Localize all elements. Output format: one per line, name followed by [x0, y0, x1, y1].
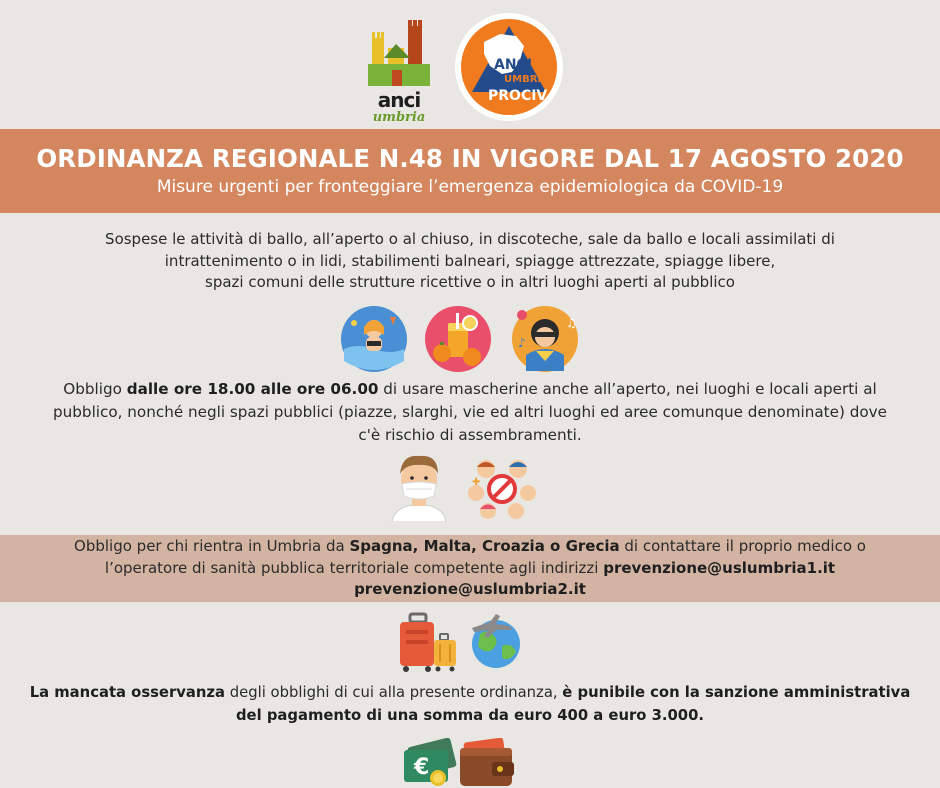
- dj-music-icon: [510, 303, 580, 377]
- non-compliance-label: La mancata osservanza: [29, 684, 226, 701]
- ordinance-title: ORDINANZA REGIONALE N.48 IN VIGORE DAL 17 AGOSTO 2020: [36, 144, 904, 173]
- ordinance-subtitle: Misure urgenti per fronteggiare l’emergenza epidemiologica da COVID-19: [156, 177, 784, 197]
- title-banner: [0, 129, 940, 213]
- email-uslumbria1: prevenzione@uslumbria1.it: [603, 558, 836, 577]
- mask-hours: dalle ore 18.00 alle ore 06.00: [126, 380, 379, 398]
- wallet-icon: [458, 738, 516, 788]
- svg-text:♫: ♫: [566, 316, 577, 330]
- svg-text:✚: ✚: [472, 477, 481, 488]
- dance-suspension-text: Sospese le attività di ballo, all’aperto o al chiuso, in discoteche, sale da ballo e locali assimilati di intrattenimento o in lidi, stabilimenti balneari, spiagge attrezzate, spiagge libere, spazi comuni delle strutture ricettive o in altri luoghi aperti al pubblico: [105, 230, 835, 291]
- euro-banknotes-icon: [400, 738, 458, 788]
- anci-wordmark: anci: [377, 88, 421, 112]
- svg-text:€: €: [414, 755, 430, 780]
- svg-text:ANCI: ANCI: [494, 57, 533, 73]
- masked-person-icon: [388, 452, 450, 526]
- penalty-amount: del pagamento di una somma da euro 400 a euro 3.000.: [235, 707, 705, 724]
- svg-text:UMBRIA: UMBRIA: [504, 74, 549, 85]
- svg-text:PROCIV: PROCIV: [488, 88, 548, 104]
- castle-towers-icon: [368, 18, 430, 88]
- countries-list: Spagna, Malta, Croazia o Grecia: [349, 537, 620, 555]
- penalty-statement: è punibile con la sanzione amministrativa: [562, 684, 911, 701]
- anci-umbria-logo: [368, 18, 430, 126]
- svg-text:♪: ♪: [518, 336, 526, 350]
- umbria-wordmark: umbria: [372, 110, 426, 125]
- no-gathering-icon: [466, 455, 538, 527]
- mask-obligation-text: Obbligo dalle ore 18.00 alle ore 06.00 di usare mascherine anche all’aperto, nei luoghi e locali aperti al pubblico, nonché negli spazi pubblici (piazze, slarghi, vie ed altri luoghi ed aree comunque denominate) dove c'è rischio di assembramenti.: [53, 380, 887, 444]
- beach-swimmer-icon: [340, 305, 408, 377]
- email-uslumbria2: prevenzione@uslumbria2.it: [354, 580, 586, 598]
- orange-juice-icon: [424, 305, 492, 377]
- logos-area: [0, 12, 940, 124]
- anci-umbria-prociv-logo: [454, 12, 564, 122]
- airplane-globe-icon: [466, 612, 522, 674]
- luggage-icon: [396, 612, 462, 676]
- travel-obligation-text: Obbligo per chi rientra in Umbria da Spagna, Malta, Croazia o Grecia di contattare il proprio medico o l’operatore di sanità pubblica territoriale competente agli indirizzi prevenzione@uslumbria1.it prevenzione@uslumbria2.it: [74, 537, 866, 598]
- penalty-text: La mancata osservanza degli obblighi di cui alla presente ordinanza, è punibile con la sanzione amministrativa del pagamento di una somma da euro 400 a euro 3.000.: [29, 684, 911, 724]
